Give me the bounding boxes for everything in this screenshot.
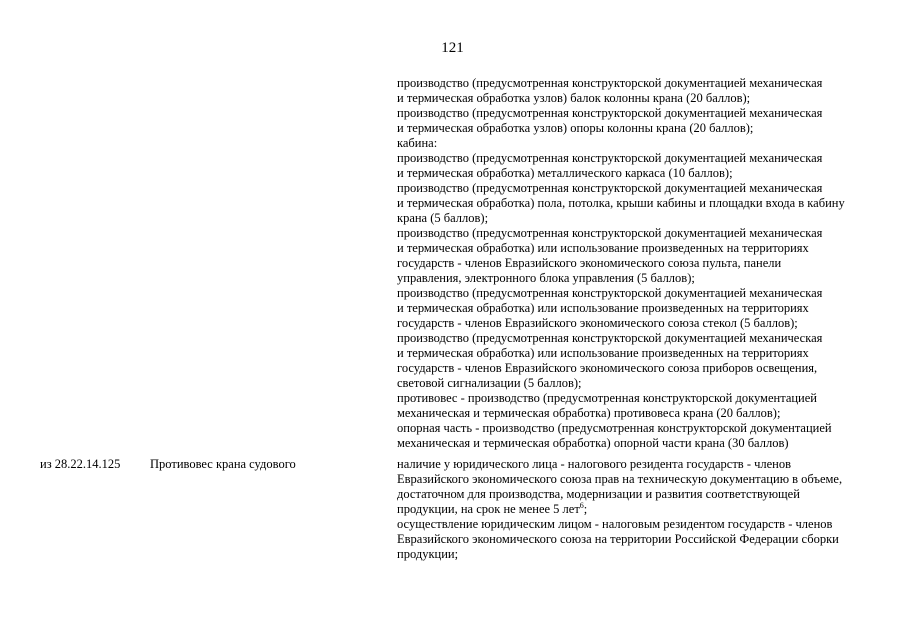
requirement-line: и термическая обработка) металлического каркаса (10 баллов); — [397, 166, 733, 180]
requirement-line-with-footnote — [397, 502, 872, 517]
requirement-line: и термическая обработка узлов) балок колонны крана (20 баллов); — [397, 91, 751, 105]
requirement-line: производство (предусмотренная конструкторской документацией механическая — [397, 76, 823, 90]
requirement-line: Евразийского экономического союза на территории Российской Федерации сборки — [397, 532, 839, 546]
requirement-line: и термическая обработка) пола, потолка, крыши кабины и площадки входа в кабину — [397, 196, 845, 210]
requirement-line: противовес - производство (предусмотренная конструкторской документацией — [397, 391, 817, 405]
requirement-text: продукции, на срок не менее 5 лет — [397, 502, 580, 516]
requirement-line: осуществление юридическим лицом - налоговым резидентом государств - членов — [397, 517, 833, 531]
continued-requirements — [397, 76, 872, 451]
requirement-line: и термическая обработка узлов) опоры колонны крана (20 баллов); — [397, 121, 754, 135]
requirement-line: продукции; — [397, 547, 459, 561]
footnote-marker[interactable]: 6 — [579, 500, 584, 510]
requirement-line: государств - членов Евразийского экономического союза приборов освещения, — [397, 361, 818, 375]
product-name: Противовес крана судового — [150, 457, 296, 471]
requirement-line: производство (предусмотренная конструкторской документацией механическая — [397, 181, 823, 195]
requirement-line: производство (предусмотренная конструкторской документацией механическая — [397, 331, 823, 345]
requirement-line: механическая и термическая обработка) противовеса крана (20 баллов); — [397, 406, 781, 420]
requirement-line: и термическая обработка) или использование произведенных на территориях — [397, 241, 809, 255]
requirement-line: Евразийского экономического союза прав на техническую документацию в объеме, — [397, 472, 843, 486]
requirement-line: световой сигнализации (5 баллов); — [397, 376, 582, 390]
okpd-code: из 28.22.14.125 — [40, 457, 121, 471]
requirement-line: государств - членов Евразийского экономического союза пульта, панели — [397, 256, 782, 270]
requirement-line: достаточном для производства, модернизации и развития соответствующей — [397, 487, 800, 501]
requirement-line: управления, электронного блока управления (5 баллов); — [397, 271, 695, 285]
requirement-line: опорная часть - производство (предусмотренная конструкторской документацией — [397, 421, 832, 435]
requirement-line: крана (5 баллов); — [397, 211, 489, 225]
punctuation: ; — [583, 502, 588, 516]
requirement-line: и термическая обработка) или использование произведенных на территориях — [397, 346, 809, 360]
requirement-line: кабина: — [397, 136, 438, 150]
requirement-line: производство (предусмотренная конструкторской документацией механическая — [397, 286, 823, 300]
page-number: 121 — [441, 40, 464, 56]
requirement-line: механическая и термическая обработка) опорной части крана (30 баллов) — [397, 436, 789, 450]
requirement-line: государств - членов Евразийского экономического союза стекол (5 баллов); — [397, 316, 798, 330]
product-requirements — [397, 457, 872, 562]
requirement-line: и термическая обработка) или использование произведенных на территориях — [397, 301, 809, 315]
requirement-line: производство (предусмотренная конструкторской документацией механическая — [397, 151, 823, 165]
requirement-line: наличие у юридического лица - налогового резидента государств - членов — [397, 457, 792, 471]
requirement-line: производство (предусмотренная конструкторской документацией механическая — [397, 106, 823, 120]
requirement-line: производство (предусмотренная конструкторской документацией механическая — [397, 226, 823, 240]
